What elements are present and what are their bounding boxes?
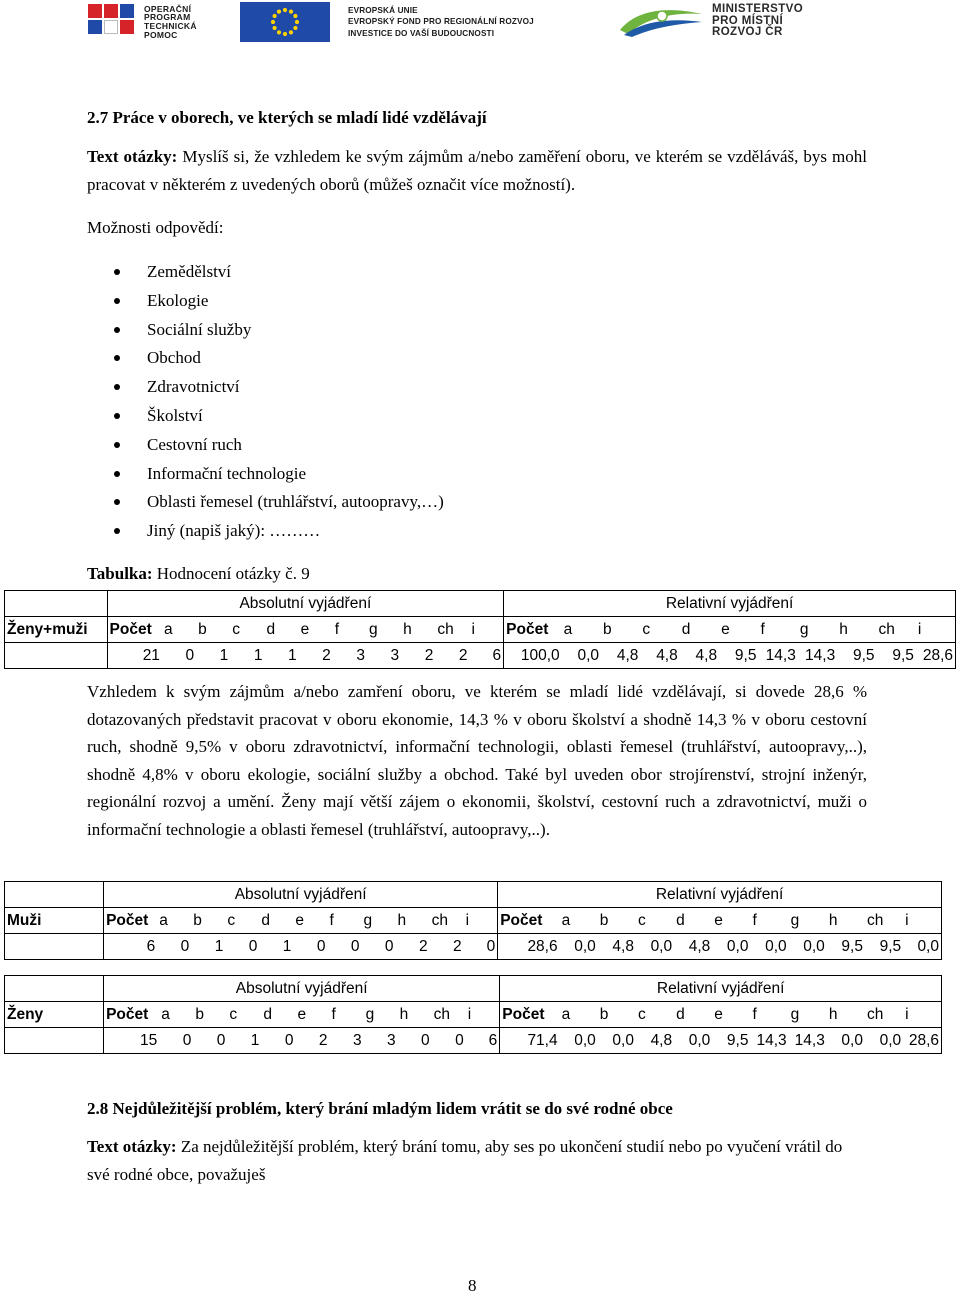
optp-logo-icon [88, 4, 138, 40]
table-cell: 71,4 [500, 1028, 560, 1054]
table-cell: 1 [191, 934, 225, 960]
option-header: d [259, 908, 293, 934]
optp-line: POMOC [144, 29, 178, 40]
table-cell: 0,0 [865, 1028, 903, 1054]
bullet-icon [114, 269, 120, 275]
absolute-group-header: Absolutní vyjádření [104, 882, 498, 908]
table-cell: 2 [430, 934, 464, 960]
table-cell: 0 [398, 1028, 432, 1054]
table-cell: 9,5 [877, 643, 916, 669]
option-header: ch [865, 908, 903, 934]
table-cell: 0 [327, 934, 361, 960]
table-header-row [5, 617, 956, 643]
option-text: Ekologie [147, 290, 209, 310]
option-header: a [157, 908, 191, 934]
count-header: Počet [107, 617, 162, 643]
option-header: g [789, 1002, 827, 1028]
row-label: Ženy [5, 1002, 104, 1028]
option-header: ch [430, 908, 464, 934]
eu-line: EVROPSKÁ UNIE [348, 5, 418, 15]
table-cell: 14,3 [789, 1028, 827, 1054]
question-label: Text otázky: [87, 147, 178, 166]
option-text: Obchod [147, 348, 201, 368]
option-header: c [227, 1002, 261, 1028]
option-header: c [636, 908, 674, 934]
table-cell: 28,6 [498, 934, 560, 960]
optp-logo [88, 4, 197, 40]
eu-logo-text [348, 5, 534, 40]
count-header: Počet [104, 1002, 160, 1028]
option-header: b [191, 908, 225, 934]
section-heading: 2.8 Nejdůležitější problém, který brání mladým lidem vrátit se do své rodné obce [87, 1099, 673, 1118]
table-caption-label: Tabulka: [87, 564, 153, 583]
option-text: Informační technologie [147, 463, 307, 483]
table-cell: 2 [299, 643, 333, 669]
option-header: f [758, 617, 797, 643]
bullet-icon [114, 384, 120, 390]
table-header-row [5, 1002, 942, 1028]
option-header: d [680, 617, 719, 643]
page-number: 8 [468, 1276, 477, 1295]
table-cell: 14,3 [798, 643, 837, 669]
table-cell: 2 [396, 934, 430, 960]
table-cell: 0,0 [903, 934, 941, 960]
option-header: i [464, 908, 498, 934]
table-cell: 0 [159, 1028, 193, 1054]
option-header: g [789, 908, 827, 934]
table-cell: 0 [162, 643, 196, 669]
row-label: Ženy+muži [5, 617, 108, 643]
mmr-logo-icon [618, 4, 704, 38]
table-cell: 2 [435, 643, 469, 669]
option-header: i [916, 617, 956, 643]
option-header: a [159, 1002, 193, 1028]
option-header: g [367, 617, 401, 643]
table-cell: 4,8 [640, 643, 679, 669]
results-table-total [4, 590, 956, 669]
option-header: a [560, 1002, 598, 1028]
eu-logo [240, 2, 534, 42]
option-header: i [469, 617, 503, 643]
table-cell: 1 [259, 934, 293, 960]
table-cell: 2 [401, 643, 435, 669]
list-item [112, 373, 444, 402]
option-header: f [750, 1002, 788, 1028]
option-text: Zemědělství [147, 262, 232, 281]
table-caption [87, 564, 310, 584]
list-item [112, 431, 444, 460]
option-header: d [264, 617, 298, 643]
absolute-group-header: Absolutní vyjádření [107, 591, 504, 617]
results-table-women [4, 975, 942, 1054]
option-header: d [261, 1002, 295, 1028]
table-cell: 6 [466, 1028, 500, 1054]
option-header: ch [435, 617, 469, 643]
table-cell: 0,0 [712, 934, 750, 960]
bullet-icon [114, 298, 120, 304]
bullet-icon [114, 327, 120, 333]
table-cell: 0,0 [750, 934, 788, 960]
table-cell: 9,5 [837, 643, 876, 669]
optp-logo-text [144, 5, 197, 39]
question-text: Myslíš si, že vzhledem ke svým zájmům a/nebo zaměření oboru, ve kterém se vzděláváš, bys mohl pracovat v některém z uvedených oborů (můžeš označit více možností). [87, 147, 868, 194]
option-text: Sociální služby [147, 319, 252, 339]
option-header: g [362, 908, 396, 934]
option-header: h [827, 908, 865, 934]
table-header-row [5, 908, 942, 934]
table-cell: 0,0 [674, 1028, 712, 1054]
table-cell: 4,8 [674, 934, 712, 960]
optp-line: TECHNICKÁ [144, 21, 197, 31]
table-cell: 28,6 [916, 643, 956, 669]
option-header: d [674, 1002, 712, 1028]
table-cell: 100,0 [504, 643, 562, 669]
table-cell: 3 [367, 643, 401, 669]
table-cell: 0 [157, 934, 191, 960]
option-header: h [398, 1002, 432, 1028]
relative-group-header: Relativní vyjádření [504, 591, 956, 617]
option-header: i [903, 1002, 941, 1028]
option-header: e [719, 617, 758, 643]
list-item [112, 460, 444, 489]
option-header: i [903, 908, 941, 934]
option-header: b [193, 1002, 227, 1028]
option-header: e [295, 1002, 329, 1028]
table-row [5, 934, 942, 960]
option-header: b [601, 617, 640, 643]
option-header: g [364, 1002, 398, 1028]
bullet-icon [114, 499, 120, 505]
table-cell: 0,0 [598, 1028, 636, 1054]
list-item [112, 344, 444, 373]
table-cell: 14,3 [758, 643, 797, 669]
options-label: Možnosti odpovědí: [87, 218, 224, 237]
table-cell: 0 [225, 934, 259, 960]
option-header: f [330, 1002, 364, 1028]
table-cell: 15 [104, 1028, 160, 1054]
analysis-paragraph: Vzhledem k svým zájmům a/nebo zamření oboru, ve kterém se mladí lidé vzdělávají, si dovede 28,6 % dotazovaných představit pracovat v oboru ekonomie, 14,3 % v oboru školství a shodně 14,3 % v oboru cestovní ruch, shodně 9,5% v oboru zdravotnictví, informační technologii, oblasti řemesel (truhlářství, autoopravy,..), shodně 4,8% v oboru ekologie, sociální služby a obchod. Také byl uveden obor strojírenství, strojní inženýr, regionální rozvoj a umění. Ženy mají větší zájem o ekonomii, školství, cestovní ruch a zdravotnictví, muži o informační technologie a oblasti řemesel (truhlářství, autoopravy,..). [87, 682, 867, 839]
row-label: Muži [5, 908, 104, 934]
option-header: e [293, 908, 327, 934]
option-header: i [466, 1002, 500, 1028]
eu-line: EVROPSKÝ FOND PRO REGIONÁLNÍ ROZVOJ [348, 17, 534, 27]
table-cell: 0 [261, 1028, 295, 1054]
table-cell: 14,3 [750, 1028, 788, 1054]
table-cell: 3 [364, 1028, 398, 1054]
option-header: a [562, 617, 601, 643]
table-cell: 0,0 [789, 934, 827, 960]
list-item [112, 488, 444, 517]
table-cell: 0,0 [560, 1028, 598, 1054]
option-header: f [750, 908, 788, 934]
option-text: Školství [147, 405, 203, 425]
table-cell: 9,5 [827, 934, 865, 960]
option-header: h [827, 1002, 865, 1028]
option-header: ch [877, 617, 916, 643]
option-header: h [401, 617, 435, 643]
question-paragraph [87, 1133, 867, 1188]
option-header: b [598, 908, 636, 934]
optp-line: OPERAČNÍ [144, 3, 192, 14]
table-cell: 4,8 [598, 934, 636, 960]
option-header: b [196, 617, 230, 643]
option-header: a [560, 908, 598, 934]
table-cell: 0 [293, 934, 327, 960]
option-header: c [230, 617, 264, 643]
table-cell: 2 [295, 1028, 329, 1054]
question-text: Za nejdůležitější problém, který brání tomu, aby ses po ukončení studií nebo po vyučení vrátil do své rodné obce, považuješ [87, 1137, 843, 1184]
table-cell: 0 [432, 1028, 466, 1054]
mmr-line: PRO MÍSTNÍ [712, 14, 784, 27]
count-header: Počet [500, 1002, 560, 1028]
logo-header [0, 0, 960, 48]
bullet-icon [114, 355, 120, 361]
table-cell: 0 [464, 934, 498, 960]
mmr-logo-text [712, 4, 803, 39]
list-item [112, 402, 444, 431]
option-header: ch [865, 1002, 903, 1028]
table-cell: 9,5 [865, 934, 903, 960]
table-row [5, 643, 956, 669]
table-cell: 0 [193, 1028, 227, 1054]
table-cell: 3 [333, 643, 367, 669]
option-text: Cestovní ruch [147, 434, 242, 454]
relative-group-header: Relativní vyjádření [498, 882, 942, 908]
option-header: h [396, 908, 430, 934]
option-header: e [712, 908, 750, 934]
list-item [112, 517, 444, 546]
option-text: Oblasti řemesel (truhlářství, autoopravy,…) [147, 492, 444, 512]
table-cell: 0,0 [636, 934, 674, 960]
option-header: e [299, 617, 333, 643]
table-cell: 0,0 [560, 934, 598, 960]
table-cell: 4,8 [601, 643, 640, 669]
list-item [112, 258, 444, 287]
section-heading: 2.7 Práce v oborech, ve kterých se mladí lidé vzdělávají [87, 108, 487, 127]
table-cell: 6 [469, 643, 503, 669]
options-list [112, 258, 444, 546]
option-text: Zdravotnictví [147, 377, 240, 397]
table-row [5, 1028, 942, 1054]
option-header: c [225, 908, 259, 934]
table-caption-text: Hodnocení otázky č. 9 [152, 564, 310, 583]
results-table-men [4, 881, 942, 960]
count-header: Počet [498, 908, 560, 934]
option-header: c [636, 1002, 674, 1028]
table-cell: 1 [227, 1028, 261, 1054]
option-header: d [674, 908, 712, 934]
bullet-icon [114, 442, 120, 448]
list-item [112, 287, 444, 316]
option-header: f [333, 617, 367, 643]
mmr-logo [618, 4, 803, 39]
question-paragraph [87, 143, 867, 198]
mmr-line: MINISTERSTVO [712, 3, 804, 15]
table-cell: 3 [330, 1028, 364, 1054]
table-cell: 9,5 [712, 1028, 750, 1054]
option-header: b [598, 1002, 636, 1028]
option-header: ch [432, 1002, 466, 1028]
table-cell: 9,5 [719, 643, 758, 669]
table-group-header-row [5, 882, 942, 908]
absolute-group-header: Absolutní vyjádření [104, 976, 500, 1002]
table-cell: 1 [230, 643, 264, 669]
eu-line: INVESTICE DO VAŠÍ BUDOUCNOSTI [348, 28, 495, 38]
table-cell: 1 [264, 643, 298, 669]
count-header: Počet [504, 617, 562, 643]
bullet-icon [114, 471, 120, 477]
table-cell: 4,8 [680, 643, 719, 669]
option-header: e [712, 1002, 750, 1028]
table-group-header-row [5, 976, 942, 1002]
question-label: Text otázky: [87, 1137, 177, 1156]
relative-group-header: Relativní vyjádření [500, 976, 942, 1002]
eu-flag-icon [240, 2, 330, 42]
table-cell: 28,6 [903, 1028, 941, 1054]
table-cell: 21 [107, 643, 162, 669]
table-cell: 0,0 [827, 1028, 865, 1054]
option-header: h [837, 617, 876, 643]
optp-line: PROGRAM [144, 12, 191, 23]
table-cell: 6 [104, 934, 158, 960]
table-group-header-row [5, 591, 956, 617]
table-cell: 0 [362, 934, 396, 960]
table-cell: 4,8 [636, 1028, 674, 1054]
option-header: f [327, 908, 361, 934]
option-header: c [640, 617, 679, 643]
option-text: Jiný (napiš jaký): ……… [147, 521, 321, 541]
option-header: g [798, 617, 837, 643]
bullet-icon [114, 413, 120, 419]
count-header: Počet [104, 908, 158, 934]
table-cell: 1 [196, 643, 230, 669]
option-header: a [162, 617, 196, 643]
list-item [112, 316, 444, 345]
mmr-line: ROZVOJ ČR [712, 26, 783, 38]
table-cell: 0,0 [562, 643, 601, 669]
bullet-icon [114, 528, 120, 534]
